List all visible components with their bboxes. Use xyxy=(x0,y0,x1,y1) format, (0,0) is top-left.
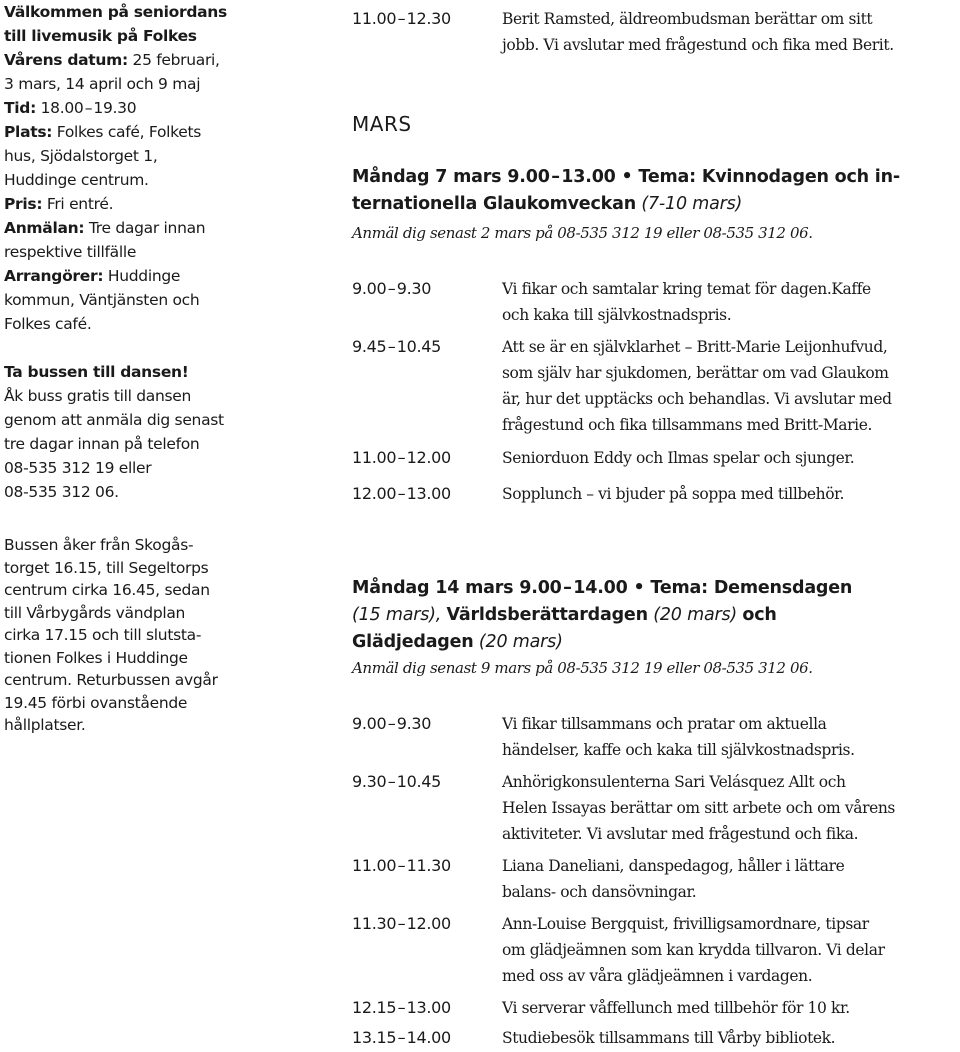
month-heading: MARS xyxy=(352,112,412,136)
schedule-time: 13.15 – 14.00 xyxy=(352,1028,451,1047)
sidebar-title xyxy=(4,0,249,48)
bus-text-line: 08-535 312 19 eller xyxy=(4,459,152,477)
route-line: cirka 17.15 och till slutsta- xyxy=(4,626,202,644)
event-signup-note: Anmäl dig senast 2 mars på 08-535 312 19 eller 08-535 312 06. xyxy=(352,224,813,242)
schedule-time: 11.00 – 12.00 xyxy=(352,448,451,467)
place-label: Plats: xyxy=(4,123,53,141)
route-text xyxy=(4,534,249,737)
time-value: 18.00 – 19.30 xyxy=(35,99,137,117)
schedule-time: 9.30 – 10.45 xyxy=(352,772,442,791)
desc-line: som själv har sjukdomen, berättar om vad Glaukom xyxy=(502,364,889,382)
signup-value-line: respektive tillfälle xyxy=(4,243,137,261)
desc-line: händelser, kaffe och kaka till självkostnadspris. xyxy=(502,741,855,759)
price-label: Pris: xyxy=(4,195,43,213)
schedule-desc xyxy=(502,711,960,763)
desc-line: Helen Issayas berättar om sitt arbete och om vårens xyxy=(502,799,895,817)
route-line: torget 16.15, till Segeltorps xyxy=(4,558,209,577)
schedule-desc xyxy=(502,334,960,438)
schedule-desc xyxy=(502,769,960,847)
heading-italic: (7-10 mars) xyxy=(635,194,743,214)
signup-info xyxy=(4,216,249,240)
schedule-time: 11.00 – 12.30 xyxy=(352,9,451,28)
heading-line xyxy=(352,629,958,656)
dates-label: Vårens datum: xyxy=(4,51,128,69)
heading-italic: (20 mars) xyxy=(473,632,563,652)
route-line: till Vårbygårds vändplan xyxy=(4,603,186,622)
desc-line: Anhörigkonsulenterna Sari Velásquez Allt och xyxy=(502,773,846,791)
route-line: centrum. Returbussen avgår xyxy=(4,671,218,689)
time-info xyxy=(4,96,249,120)
place-info xyxy=(4,120,249,144)
dates-info xyxy=(4,48,249,72)
schedule-desc xyxy=(502,995,960,1021)
desc-line: frågestund och fika tillsammans med Britt-Marie. xyxy=(502,416,873,434)
heading-line: Måndag 14 mars 9.00 – 14.00 • Tema: Demensdagen xyxy=(352,578,853,598)
desc-line: Att se är en självklarhet – Britt-Marie Leijonhufvud, xyxy=(502,338,888,356)
bus-text-line: Åk buss gratis till dansen xyxy=(4,387,192,405)
desc-line: Berit Ramsted, äldreombudsman berättar om sitt xyxy=(502,10,873,28)
heading-line xyxy=(352,191,958,218)
desc-line: Vi fikar och samtalar kring temat för dagen.Kaffe xyxy=(502,280,871,298)
event-signup-note: Anmäl dig senast 9 mars på 08-535 312 19 eller 08-535 312 06. xyxy=(352,659,813,677)
schedule-time: 12.15 – 13.00 xyxy=(352,998,451,1017)
bus-text-line: 08-535 312 06. xyxy=(4,483,119,501)
place-value-line: hus, Sjödalstorget 1, xyxy=(4,147,158,165)
heading-bold: och xyxy=(742,605,777,625)
desc-line: aktiviteter. Vi avslutar med frågestund och fika. xyxy=(502,825,859,843)
desc-line: Vi fikar tillsammans och pratar om aktuella xyxy=(502,715,827,733)
event-heading xyxy=(352,164,958,218)
organizers-value-line: Folkes café. xyxy=(4,315,92,333)
schedule-desc xyxy=(502,853,960,905)
desc-line: Sopplunch – vi bjuder på soppa med tillbehör. xyxy=(502,485,845,503)
schedule-time: 11.00 – 11.30 xyxy=(352,856,451,875)
desc-line: Ann-Louise Bergquist, frivilligsamordnare, tipsar xyxy=(502,915,869,933)
place-value: Folkes café, Folkets xyxy=(52,123,202,141)
schedule-time: 11.30 – 12.00 xyxy=(352,914,451,933)
time-label: Tid: xyxy=(4,99,36,117)
desc-line: Liana Daneliani, danspedagog, håller i lättare xyxy=(502,857,845,875)
schedule-time: 9.00 – 9.30 xyxy=(352,714,432,733)
info-sidebar xyxy=(4,0,249,737)
route-line: centrum cirka 16.45, sedan xyxy=(4,581,210,599)
schedule-desc xyxy=(502,481,960,507)
desc-line: Seniorduon Eddy och Ilmas spelar och sjunger. xyxy=(502,449,855,467)
signup-label: Anmälan: xyxy=(4,219,85,237)
desc-line: är, hur det upptäcks och behandlas. Vi avslutar med xyxy=(502,390,892,408)
schedule-time: 9.45 – 10.45 xyxy=(352,337,442,356)
heading-italic: (20 mars) xyxy=(647,605,743,625)
schedule-desc xyxy=(502,276,960,328)
schedule-time: 9.00 – 9.30 xyxy=(352,279,432,298)
desc-line: Vi serverar våffellunch med tillbehör för 10 kr. xyxy=(502,999,850,1017)
schedule-desc xyxy=(502,445,960,471)
bus-text-line: genom att anmäla dig senast xyxy=(4,411,224,429)
title-line: till livemusik på Folkes xyxy=(4,27,197,45)
organizers-value: Huddinge xyxy=(103,267,181,285)
desc-line: jobb. Vi avslutar med frågestund och fika med Berit. xyxy=(502,36,894,54)
bus-text-line: tre dagar innan på telefon xyxy=(4,435,200,453)
heading-bold: ternationella Glaukomveckan xyxy=(352,194,636,214)
heading-bold: Världsberättardagen xyxy=(446,605,648,625)
event-heading xyxy=(352,575,958,656)
desc-line: med oss av våra glädjeämnen i vardagen. xyxy=(502,967,813,985)
schedule-desc xyxy=(502,911,960,989)
heading-bold: Glädjedagen xyxy=(352,632,474,652)
desc-line: balans- och dansövningar. xyxy=(502,883,697,901)
place-value-line: Huddinge centrum. xyxy=(4,171,149,189)
dates-value-line: 3 mars, 14 april och 9 maj xyxy=(4,75,201,93)
heading-italic: (15 mars), xyxy=(352,605,447,625)
schedule-desc xyxy=(502,6,960,58)
route-line: hållplatser. xyxy=(4,716,86,734)
signup-value: Tre dagar innan xyxy=(84,219,206,237)
route-line: 19.45 förbi ovanstående xyxy=(4,693,188,712)
desc-line: och kaka till självkostnadspris. xyxy=(502,306,732,324)
heading-line xyxy=(352,602,958,629)
schedule-desc xyxy=(502,1025,960,1051)
heading-line: Måndag 7 mars 9.00 – 13.00 • Tema: Kvinnodagen och in- xyxy=(352,167,900,187)
organizers-label: Arrangörer: xyxy=(4,267,104,285)
route-line: tionen Folkes i Huddinge xyxy=(4,648,188,667)
dates-value: 25 februari, xyxy=(127,51,220,69)
price-info xyxy=(4,192,249,216)
route-line: Bussen åker från Skogås- xyxy=(4,536,194,554)
desc-line: om glädjeämnen som kan krydda tillvaron. Vi delar xyxy=(502,941,885,959)
schedule-time: 12.00 – 13.00 xyxy=(352,484,451,503)
organizers-value-line: kommun, Väntjänsten och xyxy=(4,291,200,309)
organizers-info xyxy=(4,264,249,288)
price-value: Fri entré. xyxy=(42,195,114,213)
desc-line: Studiebesök tillsammans till Vårby bibliotek. xyxy=(502,1029,836,1047)
bus-heading: Ta bussen till dansen! xyxy=(4,363,189,381)
title-line: Välkommen på seniordans xyxy=(4,3,227,21)
